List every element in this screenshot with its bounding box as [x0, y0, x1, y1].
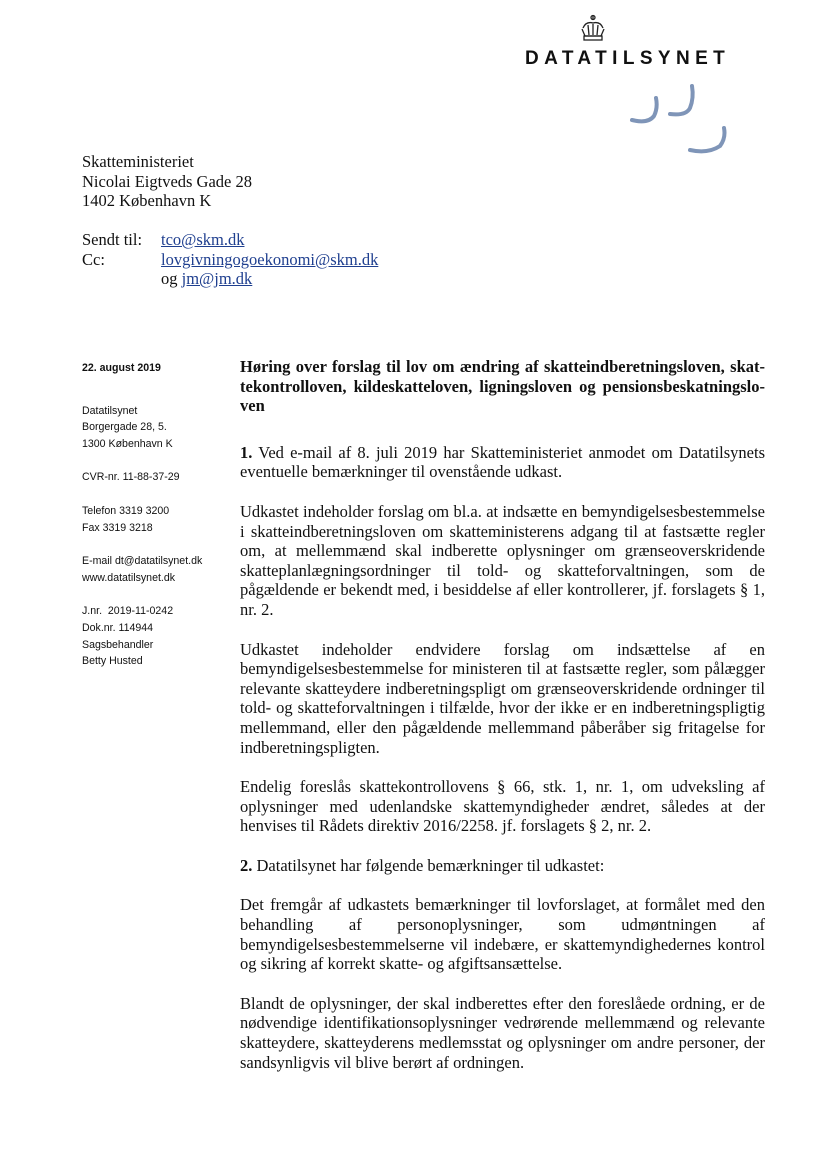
sender-fax: Fax 3319 3218	[82, 521, 153, 534]
recipients-block	[82, 230, 378, 289]
cc-email-link[interactable]: lovgivningogoekonomi@skm.dk	[161, 249, 379, 269]
paragraph-4: Endelig foreslås skattekontrollovens § 66, stk. 1, nr. 1, om udveksling af oplysninger med udenlandske skattemyndigheder ændret, således at der henvises til Rådets direktiv 2016/2258. jf. forslagets § 2, nr. 2.	[240, 777, 765, 836]
sendt-label: Sendt til:	[82, 230, 143, 249]
letter-date: 22. august 2019	[82, 362, 161, 374]
sender-email: E-mail dt@datatilsynet.dk	[82, 555, 203, 568]
journal-number: J.nr. 2019-11-0242	[82, 605, 174, 618]
case-officer-label: Sagsbehandler	[82, 638, 154, 651]
sender-sidebar	[82, 360, 232, 670]
letter-title: Høring over forslag til lov om ændring af skatteindberetningsloven, skat-tekontrolloven, kildeskatteloven, ligningsloven og pensionsbeskatningslo-ven	[240, 357, 765, 416]
logo-wordmark: DATATILSYNET	[525, 48, 731, 69]
case-officer-name: Betty Husted	[82, 655, 143, 668]
section-number-2: 2.	[240, 855, 253, 875]
paragraph-6: Det fremgår af udkastets bemærkninger til lovforslaget, at formålet med den behandling af personoplysninger, som udmøntningen af bemyndigelsesbestemmelserne vil indebære, er skattemyndighedernes kontrol og sikring af korrekt skatte- og afgiftsansættelse.	[240, 895, 765, 974]
handwritten-initials	[626, 78, 736, 158]
recipient-city: 1402 København K	[82, 191, 212, 210]
sender-phone: Telefon 3319 3200	[82, 504, 170, 517]
sender-city: 1300 København K	[82, 437, 173, 450]
sender-street: Borgergade 28, 5.	[82, 421, 167, 434]
cc-label: Cc:	[82, 249, 105, 269]
paragraph-5	[240, 856, 765, 876]
og-email-link[interactable]: jm@jm.dk	[181, 269, 253, 288]
paragraph-2: Udkastet indeholder forslag om bl.a. at indsætte en bemyndigelsesbestemmelse i skatteindberetningsloven om skatteministerens adgang til at fastsætte regler om, at mellemmænd skal indberette oplysninger om grænseoverskridende skatteplanlægningsordninger til told- og skatteforvaltningen, som de pågældende er bekendt med, i besiddelse af eller kontrollerer, jf. forslagets § 1, nr. 2.	[240, 501, 765, 619]
paragraph-3: Udkastet indeholder endvidere forslag om indsættelse af en bemyndigelsesbestemmelse for ministeren til at fastsætte regler, som pålægger relevante skatteydere indberetningspligt om grænseoverskridende ordninger til told- og skatteforvaltningen i tilfælde, hvor der ikke er en indberetningspligtig mellemmand, eller den pågældende mellemmand påberåber sig fritagelse for indberetningspligten.	[240, 639, 765, 757]
paragraph-1-text: Ved e-mail af 8. juli 2019 har Skatteministeriet anmodet om Datatilsynets eventuelle bemærkninger til ovenstående udkast.	[240, 442, 765, 482]
paragraph-1	[240, 443, 765, 482]
section-number-1: 1.	[240, 442, 253, 462]
sender-org: Datatilsynet	[82, 404, 138, 417]
letter-body	[240, 357, 765, 1092]
sender-web: www.datatilsynet.dk	[82, 571, 176, 584]
recipient-name: Skatteministeriet	[82, 152, 194, 171]
sendt-email-link[interactable]: tco@skm.dk	[161, 230, 245, 249]
recipient-address	[82, 152, 252, 211]
paragraph-5-text: Datatilsynet har følgende bemærkninger til udkastet:	[252, 855, 605, 875]
sender-cvr: CVR-nr. 11-88-37-29	[82, 471, 180, 484]
recipient-street: Nicolai Eigtveds Gade 28	[82, 171, 252, 191]
crown-icon	[578, 14, 608, 44]
og-prefix: og	[161, 269, 182, 288]
paragraph-7: Blandt de oplysninger, der skal indberettes efter den foreslåede ordning, er de nødvendige identifikationsoplysninger vedrørende mellemmænd og relevante skatteydere, skatteyderens medlemsstat og oplysninger om andre personer, der sandsynligvis vil blive berørt af ordningen.	[240, 993, 765, 1072]
document-number: Dok.nr. 114944	[82, 621, 154, 634]
